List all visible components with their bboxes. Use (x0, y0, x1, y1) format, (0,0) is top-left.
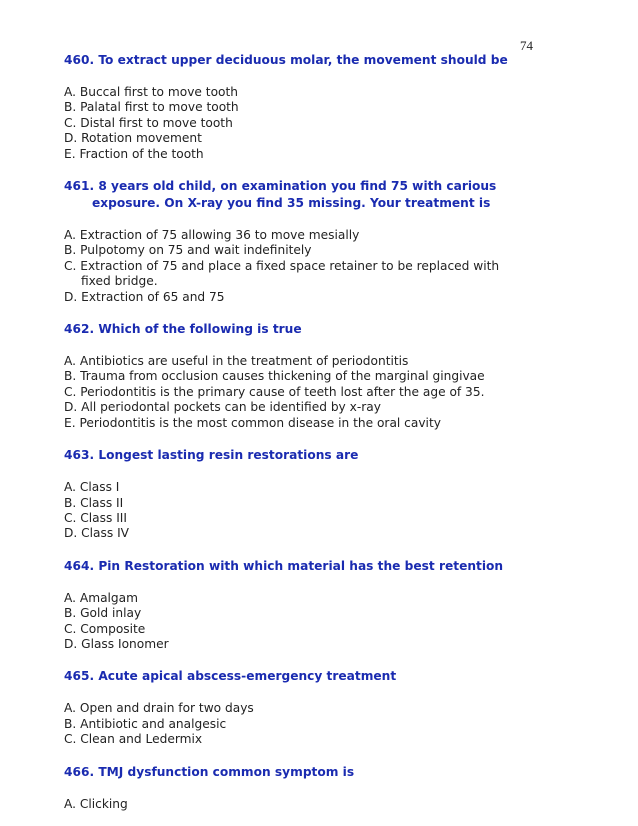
answer-option: B. Trauma from occlusion causes thickening of the marginal gingivae (64, 369, 485, 384)
question-title: 461. 8 years old child, on examination you find 75 with carious exposure. On X-ray you find 35 missing. Your treatment is (64, 179, 497, 211)
question-460 (64, 52, 532, 162)
answer-option: A. Amalgam (64, 590, 139, 605)
question-463 (64, 447, 532, 542)
question-title: 466. TMJ dysfunction common symptom is (64, 764, 355, 779)
question-title: 464. Pin Restoration with which material has the best retention (64, 558, 504, 573)
answer-option: D. Rotation movement (64, 131, 202, 146)
answer-option: C. Composite (64, 621, 146, 636)
answer-options (64, 228, 532, 305)
answer-option: A. Open and drain for two days (64, 701, 254, 716)
answer-option: C. Extraction of 75 and place a fixed space retainer to be replaced with fixed bridge. (64, 258, 500, 289)
answer-option: C. Class III (64, 510, 127, 525)
question-465 (64, 668, 532, 747)
answer-option: C. Periodontitis is the primary cause of teeth lost after the age of 35. (64, 384, 485, 399)
answer-option: D. Glass Ionomer (64, 636, 169, 651)
answer-option: A. Antibiotics are useful in the treatment of periodontitis (64, 354, 409, 369)
answer-option: D. All periodontal pockets can be identified by x-ray (64, 400, 381, 415)
question-466 (64, 764, 532, 812)
answer-option: E. Periodontitis is the most common disease in the oral cavity (64, 415, 441, 430)
answer-option: B. Gold inlay (64, 606, 142, 621)
answer-option: C. Distal first to move tooth (64, 115, 233, 130)
answer-option: B. Antibiotic and analgesic (64, 716, 227, 731)
answer-option: A. Extraction of 75 allowing 36 to move mesially (64, 228, 360, 243)
question-title: 463. Longest lasting resin restorations are (64, 448, 359, 463)
question-461 (64, 178, 532, 305)
page-number: 74 (520, 38, 533, 53)
answer-option: B. Pulpotomy on 75 and wait indefinitely (64, 243, 312, 258)
answer-option: E. Fraction of the tooth (64, 146, 204, 161)
question-title: 462. Which of the following is true (64, 322, 302, 337)
answer-options (64, 480, 532, 542)
question-list (64, 52, 532, 812)
answer-options (64, 354, 532, 431)
answer-options (64, 591, 532, 653)
answer-option: A. Clicking (64, 796, 128, 811)
answer-options (64, 85, 532, 162)
question-title: 460. To extract upper deciduous molar, the movement should be (64, 53, 508, 67)
answer-options (64, 797, 532, 812)
answer-option: C. Clean and Ledermix (64, 732, 203, 747)
question-title: 465. Acute apical abscess-emergency treatment (64, 669, 397, 684)
answer-option: D. Extraction of 65 and 75 (64, 289, 225, 304)
answer-option: B. Palatal first to move tooth (64, 100, 239, 115)
question-462 (64, 321, 532, 431)
answer-options (64, 701, 532, 747)
answer-option: B. Class II (64, 495, 124, 510)
answer-option: A. Class I (64, 480, 120, 495)
answer-option: D. Class IV (64, 526, 130, 541)
answer-option: A. Buccal first to move tooth (64, 85, 238, 99)
question-464 (64, 558, 532, 653)
